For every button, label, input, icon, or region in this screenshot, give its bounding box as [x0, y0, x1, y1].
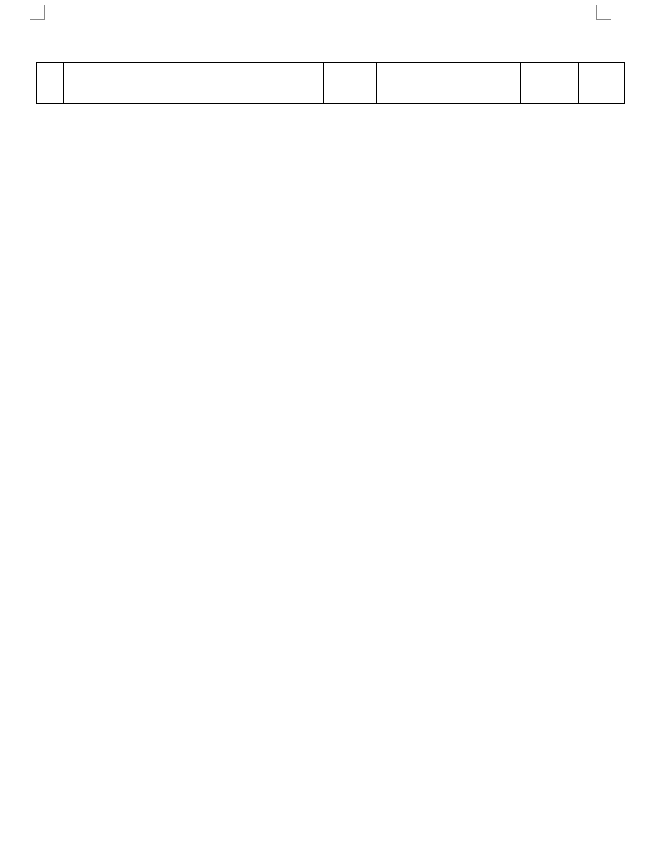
text-boundary-mark-left [30, 5, 45, 20]
papers-table-wrap [36, 62, 625, 104]
header-unit [521, 63, 579, 104]
text-boundary-mark-right [596, 5, 611, 20]
header-journal [377, 63, 521, 104]
section-heading [30, 20, 31, 36]
header-title [64, 63, 324, 104]
papers-table [36, 62, 625, 104]
header-author [324, 63, 377, 104]
header-award [579, 63, 625, 104]
header-no [37, 63, 64, 104]
header-row [37, 63, 625, 104]
